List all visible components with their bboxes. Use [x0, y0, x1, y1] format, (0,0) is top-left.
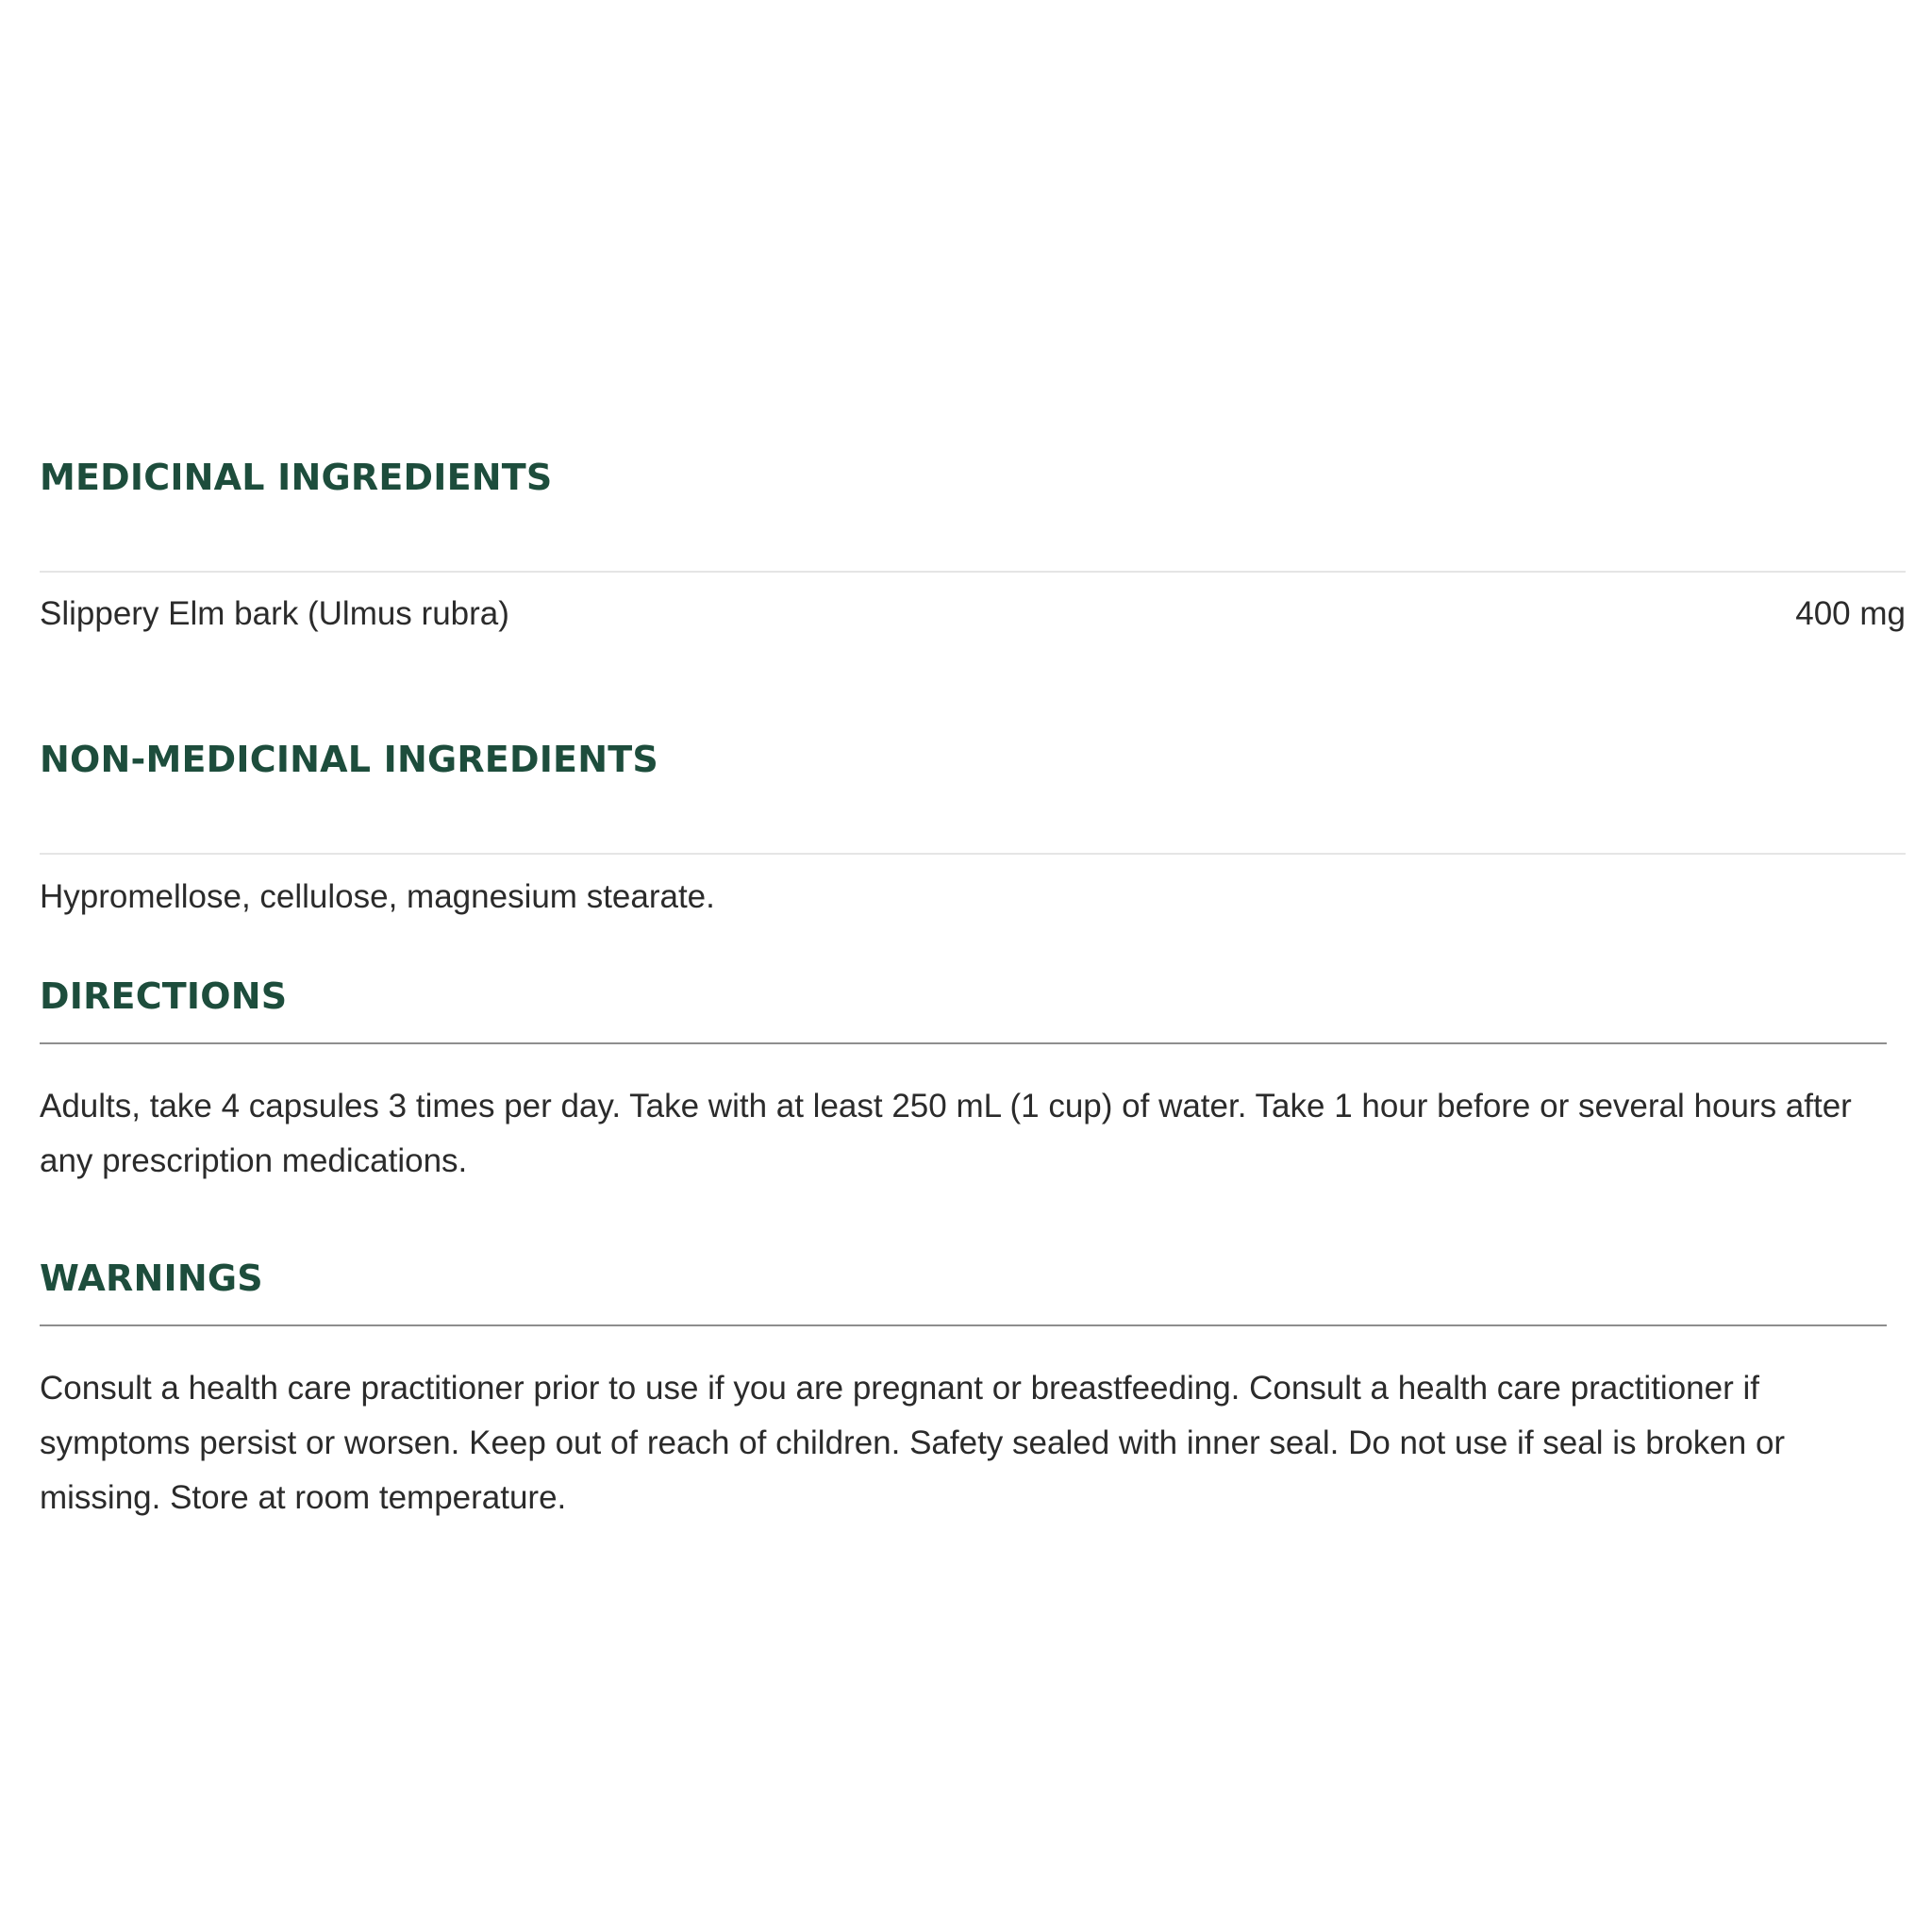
divider	[40, 1042, 1887, 1044]
ingredient-amount: 400 mg	[1795, 595, 1906, 632]
directions-heading: DIRECTIONS	[40, 975, 288, 1017]
warnings-text: Consult a health care practitioner prior to use if you are pregnant or breastfeeding. Consult a health care practitioner if symptoms persist or worsen. Keep out of reach of children. Safety sealed with inner seal. Do not use if seal is broken or missing. Store at room temperature.	[40, 1370, 1786, 1516]
warnings-heading: WARNINGS	[40, 1257, 263, 1299]
ingredient-name: Slippery Elm bark (Ulmus rubra)	[40, 595, 509, 632]
divider	[40, 571, 1906, 573]
ingredient-row	[40, 594, 1906, 634]
divider	[40, 1324, 1887, 1326]
divider	[40, 853, 1906, 855]
non-medicinal-ingredients-text: Hypromellose, cellulose, magnesium stearate.	[40, 878, 715, 915]
non-medicinal-ingredients-heading: NON-MEDICINAL INGREDIENTS	[40, 739, 658, 780]
directions-text: Adults, take 4 capsules 3 times per day. Take with at least 250 mL (1 cup) of water. Take 1 hour before or several hours after any prescription medications.	[40, 1088, 1852, 1179]
medicinal-ingredients-heading: MEDICINAL INGREDIENTS	[40, 457, 553, 498]
